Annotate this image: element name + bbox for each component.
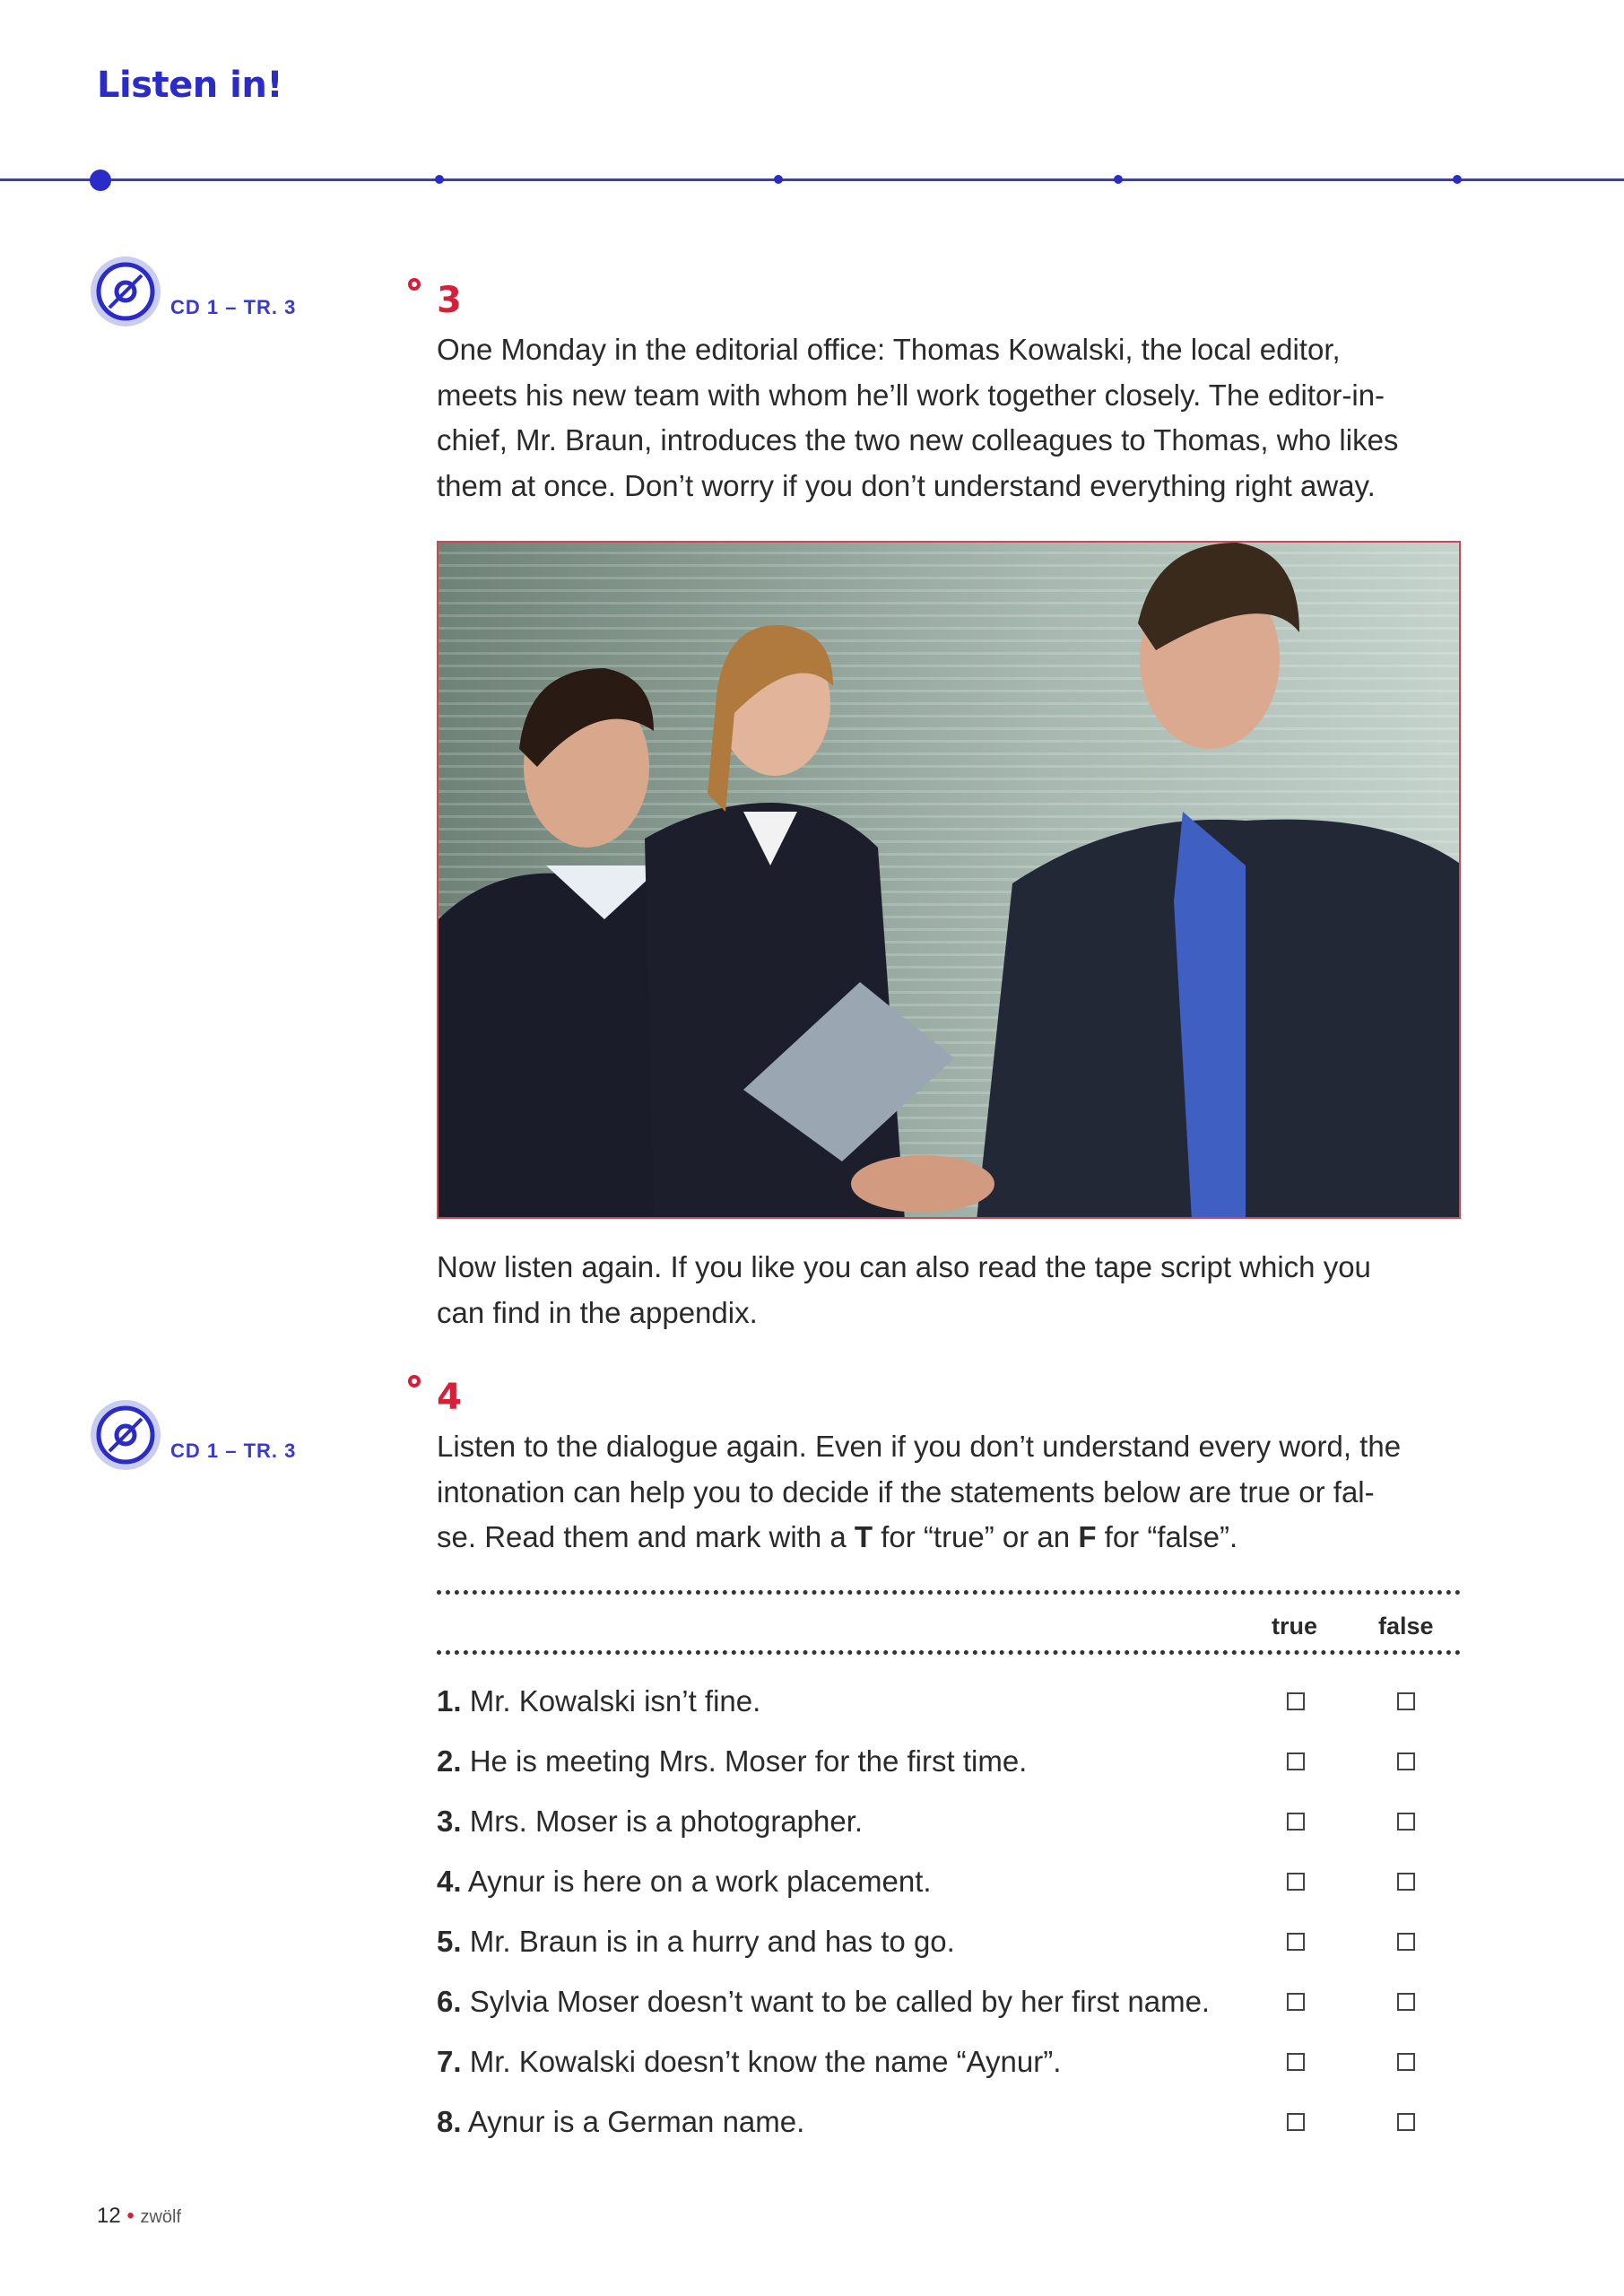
true-checkbox[interactable] bbox=[1287, 2053, 1305, 2071]
statement-number: 4. bbox=[437, 1865, 462, 1898]
true-checkbox[interactable] bbox=[1287, 1993, 1305, 2011]
false-checkbox[interactable] bbox=[1397, 1993, 1415, 2011]
statement-row bbox=[437, 1805, 863, 1839]
table-divider bbox=[437, 1590, 1461, 1595]
statement-text: Mr. Kowalski doesn’t know the name “Aynur”. bbox=[469, 2045, 1062, 2078]
exercise-bullet bbox=[408, 278, 421, 291]
exercise-3-intro bbox=[437, 327, 1468, 509]
statement-row bbox=[437, 2105, 804, 2139]
text-line: them at once. Don’t worry if you don’t understand everything right away. bbox=[437, 468, 1376, 502]
statement-text: Sylvia Moser doesn’t want to be called by her first name. bbox=[469, 1985, 1211, 2018]
text-line: intonation can help you to decide if the statements below are true or fal- bbox=[437, 1474, 1375, 1509]
true-checkbox[interactable] bbox=[1287, 1933, 1305, 1951]
true-checkbox[interactable] bbox=[1287, 2113, 1305, 2131]
timeline-dot bbox=[1453, 175, 1462, 184]
page-number: 12 bbox=[97, 2204, 121, 2228]
footer-bullet: • bbox=[126, 2204, 135, 2228]
page-number-word: zwölf bbox=[140, 2207, 182, 2227]
page-footer bbox=[97, 2204, 181, 2229]
true-checkbox[interactable] bbox=[1287, 1752, 1305, 1770]
true-checkbox[interactable] bbox=[1287, 1813, 1305, 1831]
statement-number: 7. bbox=[437, 2045, 462, 2078]
true-checkbox[interactable] bbox=[1287, 1692, 1305, 1710]
text-line: One Monday in the editorial office: Thomas Kowalski, the local editor, bbox=[437, 333, 1341, 366]
statement-number: 6. bbox=[437, 1985, 462, 2018]
timeline-dot bbox=[774, 175, 783, 184]
text-line: Listen to the dialogue again. Even if you don’t understand every word, the bbox=[437, 1430, 1402, 1463]
timeline-dot bbox=[435, 175, 444, 184]
statement-number: 5. bbox=[437, 1925, 462, 1958]
false-checkbox[interactable] bbox=[1397, 1692, 1415, 1710]
statement-text: Aynur is here on a work placement. bbox=[467, 1865, 932, 1898]
exercise-number: 4 bbox=[437, 1377, 462, 1418]
timeline-dot-active bbox=[90, 170, 111, 191]
true-checkbox[interactable] bbox=[1287, 1873, 1305, 1891]
cd-icon[interactable] bbox=[90, 256, 161, 327]
false-checkbox[interactable] bbox=[1397, 1933, 1415, 1951]
column-header-false: false bbox=[1378, 1613, 1434, 1639]
exercise-4-intro bbox=[437, 1424, 1468, 1561]
statement-text: Mr. Kowalski isn’t fine. bbox=[469, 1684, 761, 1718]
statement-row bbox=[437, 1985, 1210, 2019]
text-span: se. Read them and mark with a bbox=[437, 1520, 855, 1553]
timeline-rule bbox=[0, 178, 1624, 181]
statement-row bbox=[437, 1744, 1027, 1779]
text-line: Now listen again. If you like you can also read the tape script which you bbox=[437, 1250, 1371, 1283]
statement-number: 1. bbox=[437, 1684, 462, 1718]
statement-text: He is meeting Mrs. Moser for the first time. bbox=[469, 1744, 1028, 1778]
exercise-3-followup bbox=[437, 1245, 1468, 1335]
statement-number: 2. bbox=[437, 1744, 462, 1778]
statement-text: Aynur is a German name. bbox=[467, 2105, 805, 2138]
cd-track-label: CD 1 – TR. 3 bbox=[170, 296, 297, 318]
timeline-dot bbox=[1114, 175, 1123, 184]
cd-track-label: CD 1 – TR. 3 bbox=[170, 1439, 297, 1462]
text-line bbox=[437, 1515, 1468, 1561]
text-span: for “true” or an bbox=[873, 1520, 1079, 1553]
statement-text: Mrs. Moser is a photographer. bbox=[469, 1805, 864, 1838]
column-header-true: true bbox=[1272, 1613, 1318, 1639]
false-checkbox[interactable] bbox=[1397, 1813, 1415, 1831]
cd-icon[interactable] bbox=[90, 1399, 161, 1471]
table-divider bbox=[437, 1650, 1461, 1655]
statement-row bbox=[437, 1925, 955, 1959]
page-title: Listen in! bbox=[97, 65, 283, 106]
text-line: meets his new team with whom he’ll work together closely. The editor-in- bbox=[437, 378, 1385, 412]
text-line: can find in the appendix. bbox=[437, 1295, 758, 1329]
statement-row bbox=[437, 1865, 932, 1899]
text-line: chief, Mr. Braun, introduces the two new colleagues to Thomas, who likes bbox=[437, 423, 1399, 457]
statement-number: 3. bbox=[437, 1805, 462, 1838]
statement-row bbox=[437, 1684, 760, 1718]
exercise-bullet bbox=[408, 1375, 421, 1387]
statement-row bbox=[437, 2045, 1061, 2079]
false-checkbox[interactable] bbox=[1397, 1873, 1415, 1891]
true-letter: T bbox=[854, 1520, 873, 1553]
text-span: for “false”. bbox=[1096, 1520, 1238, 1553]
statement-text: Mr. Braun is in a hurry and has to go. bbox=[469, 1925, 955, 1958]
statement-number: 8. bbox=[437, 2105, 462, 2138]
false-checkbox[interactable] bbox=[1397, 2113, 1415, 2131]
exercise-number: 3 bbox=[437, 280, 462, 321]
false-checkbox[interactable] bbox=[1397, 2053, 1415, 2071]
office-handshake-photo bbox=[437, 541, 1461, 1219]
false-checkbox[interactable] bbox=[1397, 1752, 1415, 1770]
false-letter: F bbox=[1078, 1520, 1097, 1553]
